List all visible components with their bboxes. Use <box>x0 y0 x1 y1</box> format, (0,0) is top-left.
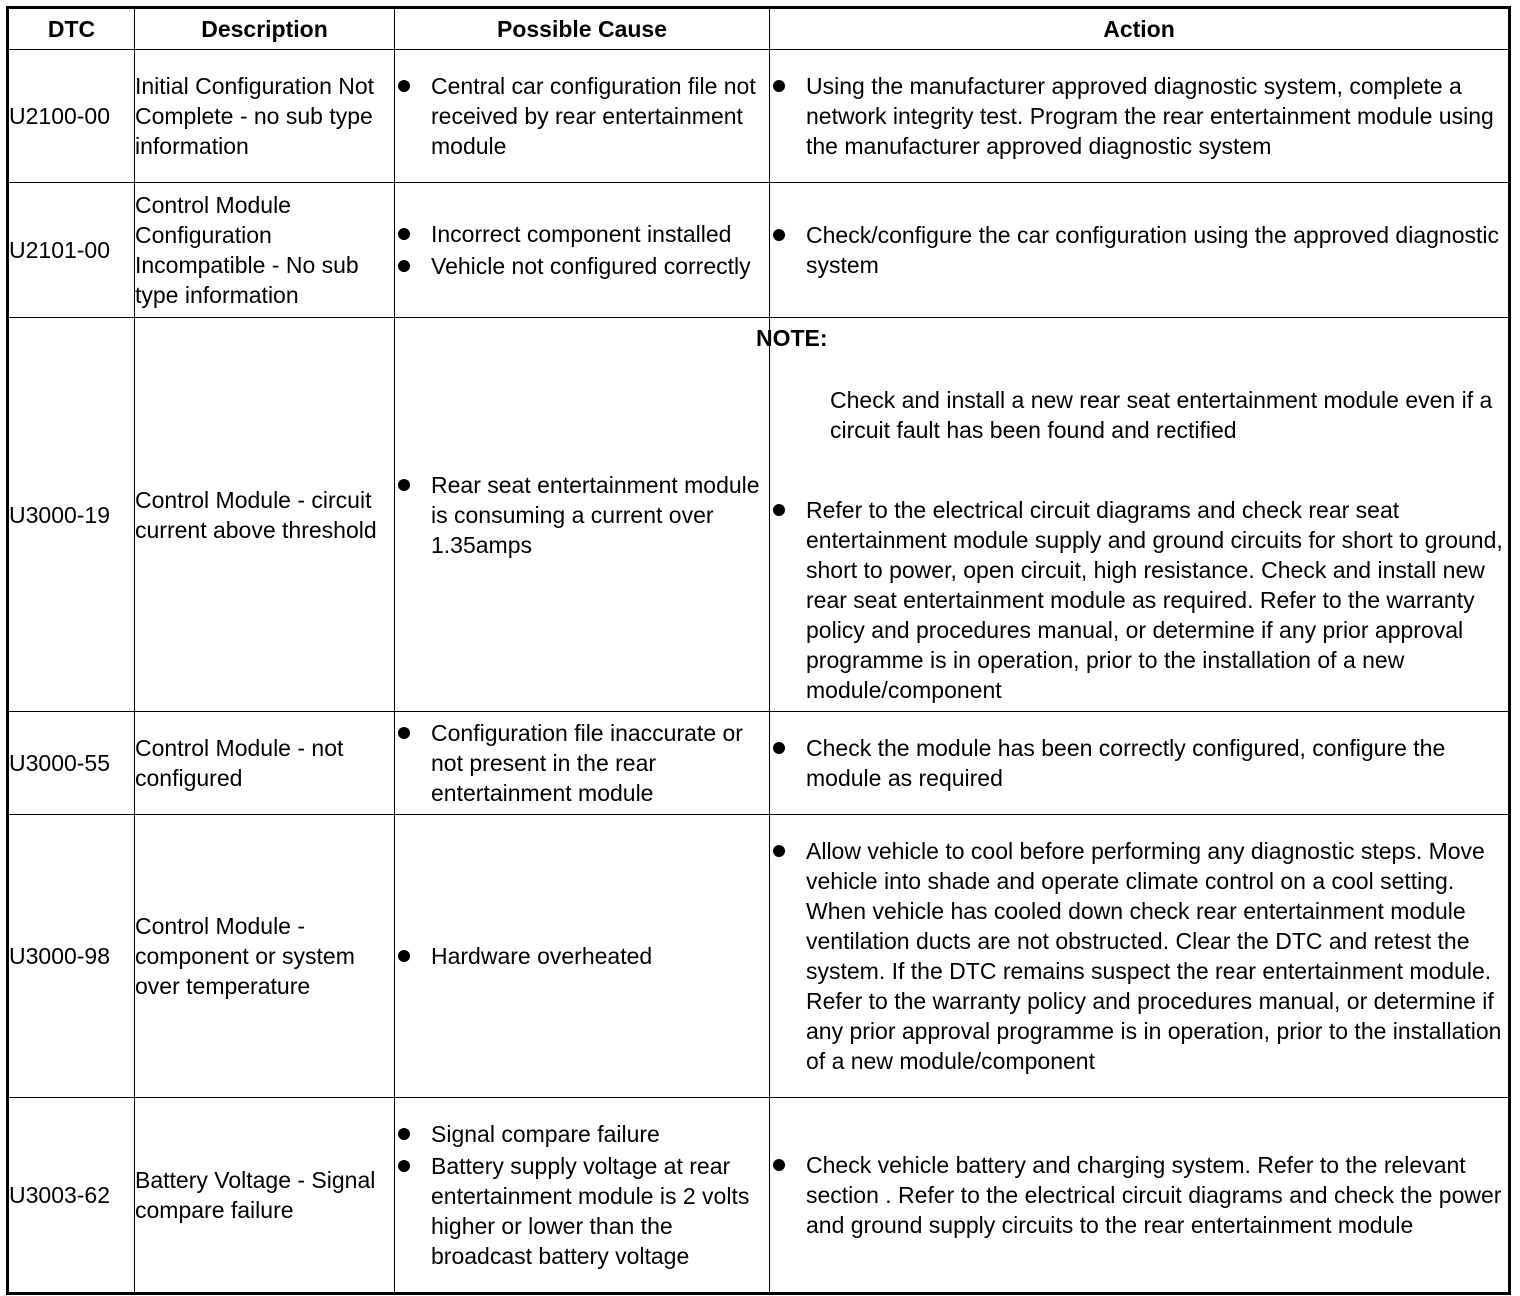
bullet-icon <box>773 229 785 241</box>
action-cell <box>770 712 1510 815</box>
dtc-code: U2100-00 <box>8 50 135 183</box>
cause-item <box>395 470 769 560</box>
cause-text: Incorrect component installed <box>431 221 732 247</box>
cause-item <box>395 941 769 971</box>
table-row <box>8 815 1510 1098</box>
cause-item <box>395 219 769 249</box>
cause-text: Battery supply voltage at rear entertainment module is 2 volts higher or lower than the broadcast battery voltage <box>431 1153 750 1269</box>
action-item <box>770 1150 1508 1240</box>
cause-item <box>395 251 769 281</box>
action-item <box>770 733 1508 793</box>
action-text: Allow vehicle to cool before performing any diagnostic steps. Move vehicle into shade and operate climate control on a cool setting. When vehicle has cooled down check rear entertainment module ventilation ducts are not obstructed. Clear the DTC and retest the system. If the DTC remains suspect the rear entertainment module. Refer to the warranty policy and procedures manual, or determine if any prior approval programme is in operation, prior to the installation of a new module/component <box>806 838 1502 1074</box>
bullet-icon <box>398 260 410 272</box>
possible-cause-cell <box>395 712 770 815</box>
dtc-code: U3000-19 <box>8 318 135 712</box>
dtc-description: Battery Voltage - Signal compare failure <box>135 1098 395 1294</box>
possible-cause-cell <box>395 183 770 318</box>
header-action: Action <box>770 8 1510 50</box>
dtc-table <box>6 6 1511 1295</box>
cause-text: Central car configuration file not received by rear entertainment module <box>431 73 756 159</box>
bullet-icon <box>398 80 410 92</box>
possible-cause-cell <box>395 50 770 183</box>
dtc-description: Control Module - component or system over temperature <box>135 815 395 1098</box>
cause-item <box>395 71 769 161</box>
action-cell <box>770 50 1510 183</box>
action-item <box>770 836 1508 1076</box>
cause-text: Hardware overheated <box>431 943 653 969</box>
table-row <box>8 183 1510 318</box>
possible-cause-cell <box>395 318 770 712</box>
action-item <box>770 71 1508 161</box>
bullet-icon <box>398 1128 410 1140</box>
cause-text: Rear seat entertainment module is consuming a current over 1.35amps <box>431 471 760 558</box>
dtc-code: U3003-62 <box>8 1098 135 1294</box>
dtc-code: U3000-98 <box>8 815 135 1098</box>
table-row <box>8 1098 1510 1294</box>
cause-item <box>395 718 769 808</box>
header-row <box>8 8 1510 50</box>
action-item <box>770 495 1508 705</box>
dtc-description: Control Module - not configured <box>135 712 395 815</box>
bullet-icon <box>773 742 785 754</box>
action-cell <box>770 1098 1510 1294</box>
header-description: Description <box>135 8 395 50</box>
bullet-icon <box>773 845 785 857</box>
dtc-description: Control Module - circuit current above threshold <box>135 318 395 712</box>
action-text: Check/configure the car configuration using the approved diagnostic system <box>806 222 1499 278</box>
table-row <box>8 712 1510 815</box>
dtc-description: Initial Configuration Not Complete - no sub type information <box>135 50 395 183</box>
table-row <box>8 50 1510 183</box>
action-text: Using the manufacturer approved diagnostic system, complete a network integrity test. Program the rear entertainment module using the manufacturer approved diagnostic system <box>806 73 1494 159</box>
possible-cause-cell <box>395 815 770 1098</box>
header-dtc: DTC <box>8 8 135 50</box>
dtc-description: Control Module Configuration Incompatible - No sub type information <box>135 183 395 318</box>
cause-text: Configuration file inaccurate or not present in the rear entertainment module <box>431 720 743 806</box>
bullet-icon <box>773 1159 785 1171</box>
action-text: Check the module has been correctly configured, configure the module as required <box>806 735 1446 791</box>
cause-item <box>395 1151 769 1271</box>
bullet-icon <box>398 950 410 962</box>
header-possible-cause: Possible Cause <box>395 8 770 50</box>
note-label: NOTE: <box>756 324 828 351</box>
action-item <box>770 220 1508 280</box>
table-row <box>8 318 1510 712</box>
action-cell <box>770 815 1510 1098</box>
bullet-icon <box>398 479 410 491</box>
dtc-code: U3000-55 <box>8 712 135 815</box>
note-text: Check and install a new rear seat entertainment module even if a circuit fault has been found and rectified <box>830 386 1493 443</box>
action-cell <box>770 183 1510 318</box>
bullet-icon <box>398 1160 410 1172</box>
possible-cause-cell <box>395 1098 770 1294</box>
action-text: Refer to the electrical circuit diagrams and check rear seat entertainment module supply and ground circuits for short to ground, short to power, open circuit, high resistance. Check and install new rear seat entertainment module as required. Refer to the warranty policy and procedures manual, or determine if any prior approval programme is in operation, prior to the installation of a new module/component <box>806 496 1503 703</box>
bullet-icon <box>398 727 410 739</box>
dtc-code: U2101-00 <box>8 183 135 318</box>
bullet-icon <box>398 228 410 240</box>
bullet-icon <box>773 504 785 516</box>
cause-text: Signal compare failure <box>431 1121 660 1147</box>
cause-text: Vehicle not configured correctly <box>431 253 751 279</box>
action-cell <box>756 318 1510 712</box>
cause-item <box>395 1119 769 1149</box>
action-text: Check vehicle battery and charging system. Refer to the relevant section . Refer to the electrical circuit diagrams and check the power and ground supply circuits to the rear entertainment module <box>806 1152 1502 1238</box>
bullet-icon <box>773 80 785 92</box>
